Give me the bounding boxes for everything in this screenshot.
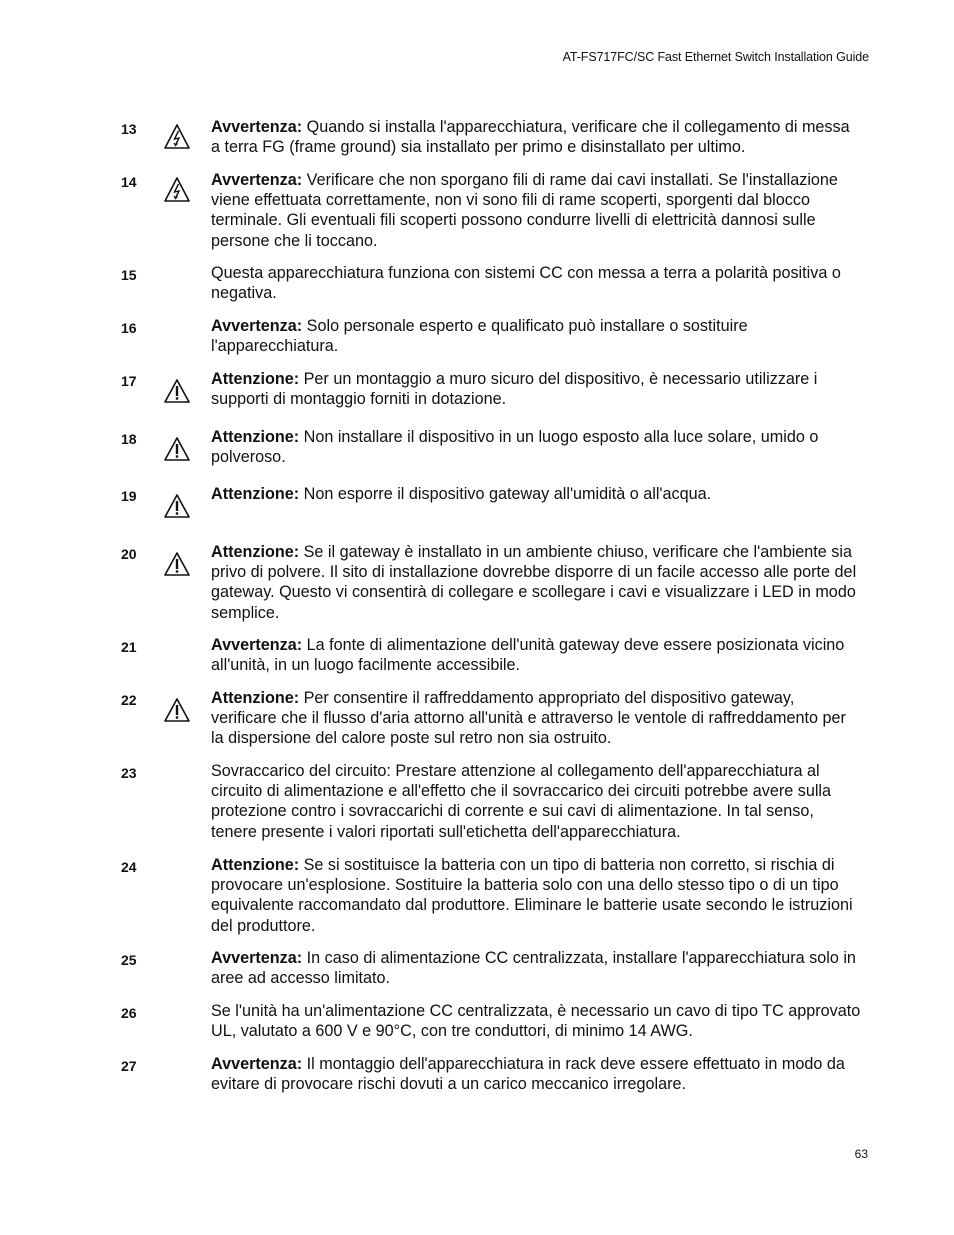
item-number: 20	[121, 546, 137, 562]
item-text: Avvertenza: Quando si installa l'apparecchiatura, verificare che il collegamento di messa a terra FG (frame ground) sia installato per primo e disinstallato per ultimo.	[211, 118, 850, 157]
electrical-hazard-icon	[163, 123, 191, 149]
item-text: Avvertenza: La fonte di alimentazione dell'unità gateway deve essere posizionata vicino all'unità, in un luogo facilmente accessibile.	[211, 636, 845, 675]
item-number: 17	[121, 373, 137, 389]
item-text: Se l'unità ha un'alimentazione CC centralizzata, è necessario un cavo di tipo TC approvato UL, valutato a 600 V e 90°C, con tre conduttori, di minimo 14 AWG.	[211, 1002, 861, 1041]
item-text: Questa apparecchiatura funziona con sistemi CC con messa a terra a polarità positiva o negativa.	[211, 264, 841, 303]
item-text: Attenzione: Se si sostituisce la batteria con un tipo di batteria non corretto, si rischia di provocare un'esplosione. Sostituire la batteria solo con una dello stesso tipo o di un tipo equivalente raccomandato dal produttore. Eliminare le batterie usate secondo le istruzioni del produttore.	[211, 856, 853, 935]
caution-icon	[163, 493, 191, 519]
running-header: AT-FS717FC/SC Fast Ethernet Switch Installation Guide	[562, 50, 869, 64]
item-number: 16	[121, 320, 137, 336]
item-number: 25	[121, 952, 137, 968]
electrical-hazard-icon	[163, 176, 191, 202]
item-number: 15	[121, 267, 137, 283]
item-number: 14	[121, 174, 137, 190]
caution-icon	[163, 378, 191, 404]
item-number: 19	[121, 488, 137, 504]
item-text: Avvertenza: In caso di alimentazione CC centralizzata, installare l'apparecchiatura solo in aree ad accesso limitato.	[211, 949, 856, 988]
caution-icon	[163, 697, 191, 723]
page-number: 63	[854, 1147, 868, 1161]
item-text: Attenzione: Non esporre il dispositivo gateway all'umidità o all'acqua.	[211, 485, 712, 503]
item-text: Attenzione: Non installare il dispositivo in un luogo esposto alla luce solare, umido o polveroso.	[211, 428, 819, 467]
item-text: Attenzione: Per consentire il raffreddamento appropriato del dispositivo gateway, verificare che il flusso d'aria attorno all'unità e attraverso le ventole di raffreddamento per la dispersione del calore poste sul retro non sia ostruito.	[211, 689, 846, 748]
item-number: 26	[121, 1005, 137, 1021]
item-number: 18	[121, 431, 137, 447]
caution-icon	[163, 436, 191, 462]
item-number: 21	[121, 639, 137, 655]
item-number: 23	[121, 765, 137, 781]
item-number: 22	[121, 692, 137, 708]
item-text: Attenzione: Per un montaggio a muro sicuro del dispositivo, è necessario utilizzare i supporti di montaggio forniti in dotazione.	[211, 370, 818, 409]
item-number: 24	[121, 859, 137, 875]
item-text: Sovraccarico del circuito: Prestare attenzione al collegamento dell'apparecchiatura al circuito di alimentazione e all'effetto che il sovraccarico dei circuiti potrebbe avere sulla protezione contro i sovraccarichi di corrente e sui cavi di alimentazione. In tal senso, tenere presente i valori riportati sull'etichetta dell'apparecchiatura.	[211, 762, 832, 841]
caution-icon	[163, 551, 191, 577]
item-text: Attenzione: Se il gateway è installato in un ambiente chiuso, verificare che l'ambiente sia privo di polvere. Il sito di installazione dovrebbe disporre di un facile accesso alle porte del gateway. Questo vi consentirà di collegare e scollegare i cavi e visualizzare i LED in modo semplice.	[211, 543, 857, 622]
item-text: Avvertenza: Solo personale esperto e qualificato può installare o sostituire l'apparecchiatura.	[211, 317, 748, 356]
item-number: 13	[121, 121, 137, 137]
item-text: Avvertenza: Il montaggio dell'apparecchiatura in rack deve essere effettuato in modo da evitare di provocare rischi dovuti a un carico meccanico irregolare.	[211, 1055, 845, 1094]
item-number: 27	[121, 1058, 137, 1074]
item-text: Avvertenza: Verificare che non sporgano fili di rame dai cavi installati. Se l'installazione viene effettuata correttamente, non vi sono fili di rame scoperti, sporgenti dal blocco terminale. Gli eventuali fili scoperti possono condurre livelli di elettricità dannosi sulle persone che li toccano.	[211, 171, 838, 250]
